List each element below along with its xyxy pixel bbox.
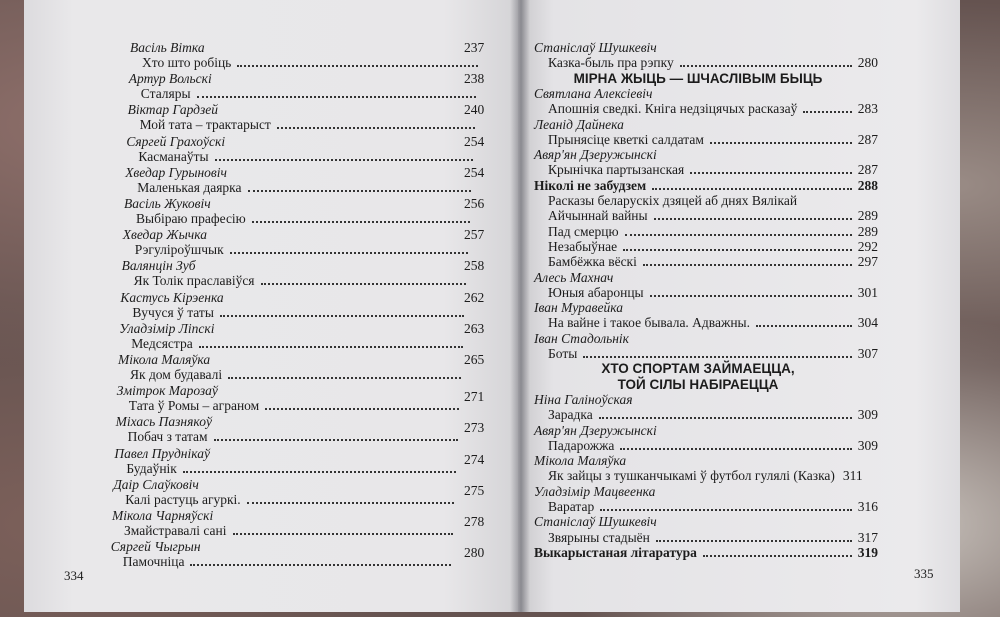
toc-author: Павел Пруднікаў (114, 445, 210, 461)
toc-page-number: 316 (857, 499, 878, 514)
toc-page-number: 263 (464, 320, 485, 336)
toc-author: Міхась Пазнякоў (115, 414, 212, 430)
toc-title: Калі растуць агуркі. (125, 491, 241, 507)
leader-dots (183, 471, 456, 473)
toc-author: Алесь Махнач (534, 269, 614, 285)
toc-author: Святлана Алексіевіч (534, 85, 653, 101)
leader-dots (228, 377, 461, 379)
toc-author: Мікола Маляўка (534, 453, 627, 469)
toc-title: Маленькая даярка (137, 179, 242, 195)
toc-entry (130, 367, 467, 382)
toc-page-number: 288 (857, 177, 878, 193)
toc-page-number: 257 (464, 227, 485, 243)
leader-dots (803, 111, 851, 113)
leader-dots (277, 127, 475, 129)
toc-page-number: 274 (464, 451, 485, 467)
toc-page-number: 301 (857, 284, 878, 300)
left-toc (24, 0, 518, 612)
toc-page-number: 271 (464, 389, 485, 405)
leader-dots (199, 346, 463, 348)
toc-page-number: 275 (464, 482, 485, 498)
leader-dots (247, 502, 455, 504)
toc-page-number: 292 (857, 238, 878, 254)
toc-entry (548, 346, 878, 361)
toc-page-number: 297 (857, 254, 878, 270)
leader-dots (215, 159, 473, 161)
leader-dots (703, 555, 852, 557)
toc-entry (137, 180, 477, 195)
toc-page-number: 237 (464, 40, 485, 55)
toc-page-number: 273 (464, 420, 485, 436)
toc-entry (131, 336, 469, 351)
toc-entry (135, 242, 474, 257)
toc-title: Касманаўты (138, 148, 209, 164)
toc-page-number: 307 (857, 346, 878, 361)
leader-dots (190, 564, 450, 566)
toc-author: Ніна Галіноўская (534, 391, 633, 407)
leader-dots (656, 540, 852, 542)
toc-author: Мікола Маляўка (118, 352, 211, 367)
toc-page-number: 280 (857, 55, 878, 71)
toc-title: На вайне і такое бывала. Адважны. (548, 315, 750, 331)
leader-dots (252, 221, 470, 223)
toc-title: Вучуся ў таты (132, 304, 214, 320)
toc-entry (128, 429, 464, 444)
leader-dots (620, 448, 851, 450)
toc-title: Тата ў Ромы – аграном (128, 398, 260, 414)
toc-page-number: 317 (857, 529, 878, 545)
toc-entry (548, 407, 878, 422)
toc-author: Кастусь Кірэенка (120, 289, 224, 305)
toc-entry (548, 438, 878, 453)
toc-entry (548, 468, 878, 483)
toc-title: Крынічка партызанская (548, 162, 685, 178)
toc-title: Мой тата – трактарыст (139, 117, 271, 133)
toc-page-number: 311 (842, 468, 863, 484)
toc-title: Хто што робіць (142, 55, 232, 70)
toc-author: Авяр'ян Дзеружынскі (534, 422, 657, 438)
toc-page-number: 283 (857, 101, 878, 117)
toc-author: Станіслаў Шушкевіч (534, 40, 657, 55)
toc-title: Падарожжа (548, 437, 615, 453)
toc-page-number: 309 (857, 437, 878, 453)
toc-page-number: 238 (464, 71, 485, 87)
toc-title: Казка-быль пра рэпку (548, 55, 674, 71)
toc-title: Апошнія сведкі. Кніга недзіцячых расказаў (548, 101, 798, 117)
toc-author: Хведар Гурыновіч (125, 164, 227, 180)
toc-author: Валянцін Зуб (121, 258, 196, 274)
leader-dots (623, 249, 852, 251)
toc-author: Іван Мурaвейка (534, 300, 623, 316)
leader-dots (248, 190, 472, 192)
toc-entry (125, 492, 460, 507)
toc-page-number: 287 (857, 131, 878, 147)
toc-title: Зарадка (548, 407, 593, 423)
toc-entry (126, 461, 462, 476)
toc-entry (141, 86, 483, 101)
toc-author: Уладзімір Ліпскі (119, 320, 215, 336)
right-page-number: 335 (914, 566, 934, 581)
leader-dots (233, 533, 453, 535)
toc-page-number: 304 (857, 315, 878, 331)
toc-author: Артур Вольскі (128, 71, 212, 87)
toc-title: Побач з татам (127, 429, 208, 445)
toc-author: Сяргей Грахоўскі (126, 133, 226, 149)
left-page-number: 334 (64, 568, 84, 583)
toc-page-number: 254 (464, 164, 485, 180)
toc-title: Рэгуліроўшчык (134, 242, 224, 258)
toc-entry (134, 273, 473, 288)
toc-entry (548, 239, 878, 254)
toc-author: Іван Стадольнік (534, 330, 629, 346)
toc-entry (138, 149, 479, 164)
toc-entry (132, 305, 470, 320)
toc-entry (123, 554, 457, 569)
toc-title: Медсястра (131, 335, 193, 351)
section-heading: ТОЙ СІЛЫ НАБІРАЕЦЦА (617, 376, 779, 392)
toc-page-number: 319 (857, 544, 878, 560)
toc-author: Васіль Вітка (130, 40, 205, 55)
leader-dots (599, 417, 852, 419)
toc-title: Як дом будавалі (130, 367, 223, 382)
leader-dots (237, 65, 478, 67)
toc-title: Айчыннай вайны (548, 208, 648, 224)
toc-author: Васіль Жуковіч (124, 196, 211, 211)
toc-entry (548, 101, 878, 116)
toc-page-number: 258 (464, 258, 485, 274)
toc-title: Прынясіце кветкі салдатам (548, 131, 704, 147)
toc-entry (548, 499, 878, 514)
toc-entry (548, 55, 878, 70)
toc-page-number: 287 (857, 162, 878, 178)
toc-entry (548, 530, 878, 545)
toc-author: Даір Слаўковіч (113, 476, 199, 492)
toc-page-number: 240 (464, 102, 485, 118)
toc-entry (548, 224, 878, 239)
leader-dots (220, 315, 465, 317)
section-heading: ХТО СПОРТАМ ЗАЙМАЕЦЦА, (601, 361, 795, 377)
leader-dots (652, 188, 852, 190)
book-spine (510, 0, 530, 612)
toc-title: Як зайцы з тушканчыкамі ў футбол гулялі (Казка) (548, 468, 835, 484)
leader-dots (625, 234, 852, 236)
toc-title: Як Толік праславіўся (133, 273, 255, 289)
toc-entry (548, 254, 878, 269)
toc-entry (548, 162, 878, 177)
leader-dots (654, 218, 852, 220)
toc-author: Леанід Дайнека (534, 116, 624, 132)
leader-dots (680, 65, 852, 67)
leader-dots (261, 283, 467, 285)
toc-entry (548, 132, 878, 147)
toc-entry (140, 117, 481, 132)
toc-author: Сяргей Чыгрын (110, 539, 201, 555)
toc-entry (548, 285, 878, 300)
toc-title: Сталяры (140, 86, 191, 102)
left-page (24, 0, 518, 612)
toc-page-number: 309 (857, 407, 878, 423)
toc-author: Авяр'ян Дзеружынскі (534, 147, 657, 163)
toc-title: Юныя абаронцы (548, 284, 644, 300)
leader-dots (214, 439, 458, 441)
toc-page-number: 265 (464, 352, 485, 367)
toc-author: Віктар Гардзей (127, 102, 219, 118)
toc-entry (534, 178, 878, 193)
leader-dots (710, 142, 852, 144)
toc-entry (548, 208, 878, 223)
toc-title: Пад смерцю (548, 223, 619, 239)
toc-author: Змітрок Марозаў (116, 383, 218, 399)
toc-page-number: 280 (464, 545, 485, 561)
toc-page-number: 289 (857, 208, 878, 224)
toc-page-number: 278 (464, 514, 485, 529)
toc-entry (534, 545, 878, 560)
toc-subtitle: Расказы беларускіх дзяцей аб днях Вялікай (548, 193, 798, 208)
leader-dots (583, 356, 851, 358)
toc-author: Уладзімір Мацвеенка (534, 483, 656, 499)
leader-dots (265, 408, 459, 410)
leader-dots (643, 264, 852, 266)
toc-author: Мікола Чарняўскі (112, 508, 214, 523)
right-page (518, 0, 960, 612)
toc-title: Варатар (548, 499, 595, 514)
toc-title: Змайстравалі сані (124, 523, 227, 538)
toc-title: Незабыўнае (548, 238, 618, 254)
toc-title: Бамбёжка вёскі (548, 254, 637, 270)
toc-title: Ніколі не забудзем (534, 177, 647, 193)
toc-title: Боты (548, 346, 578, 361)
toc-page-number: 289 (857, 223, 878, 239)
leader-dots (600, 509, 852, 511)
leader-dots (690, 172, 852, 174)
toc-title: Выкарыстаная літаратура (534, 544, 697, 560)
toc-entry (124, 523, 459, 538)
toc-entry (136, 211, 476, 226)
toc-entry (129, 398, 466, 413)
leader-dots (197, 96, 477, 98)
toc-title: Памочніца (122, 554, 185, 570)
toc-page-number: 254 (464, 133, 485, 149)
toc-entry (548, 315, 878, 330)
right-toc (518, 0, 960, 612)
toc-page-number: 256 (464, 196, 485, 211)
leader-dots (230, 252, 468, 254)
section-heading: МІРНА ЖЫЦЬ — ШЧАСЛІВЫМ БЫЦЬ (573, 70, 823, 86)
leader-dots (756, 325, 852, 327)
toc-author: Станіслаў Шушкевіч (534, 514, 657, 530)
leader-dots (650, 295, 852, 297)
toc-title: Выбіраю прафесію (136, 211, 246, 226)
toc-title: Звярыны стадыён (548, 529, 650, 545)
toc-page-number: 262 (464, 289, 485, 305)
toc-title: Будаўнік (126, 460, 177, 476)
toc-author: Хведар Жычка (122, 227, 207, 243)
toc-entry (142, 55, 484, 70)
open-book (24, 0, 960, 612)
